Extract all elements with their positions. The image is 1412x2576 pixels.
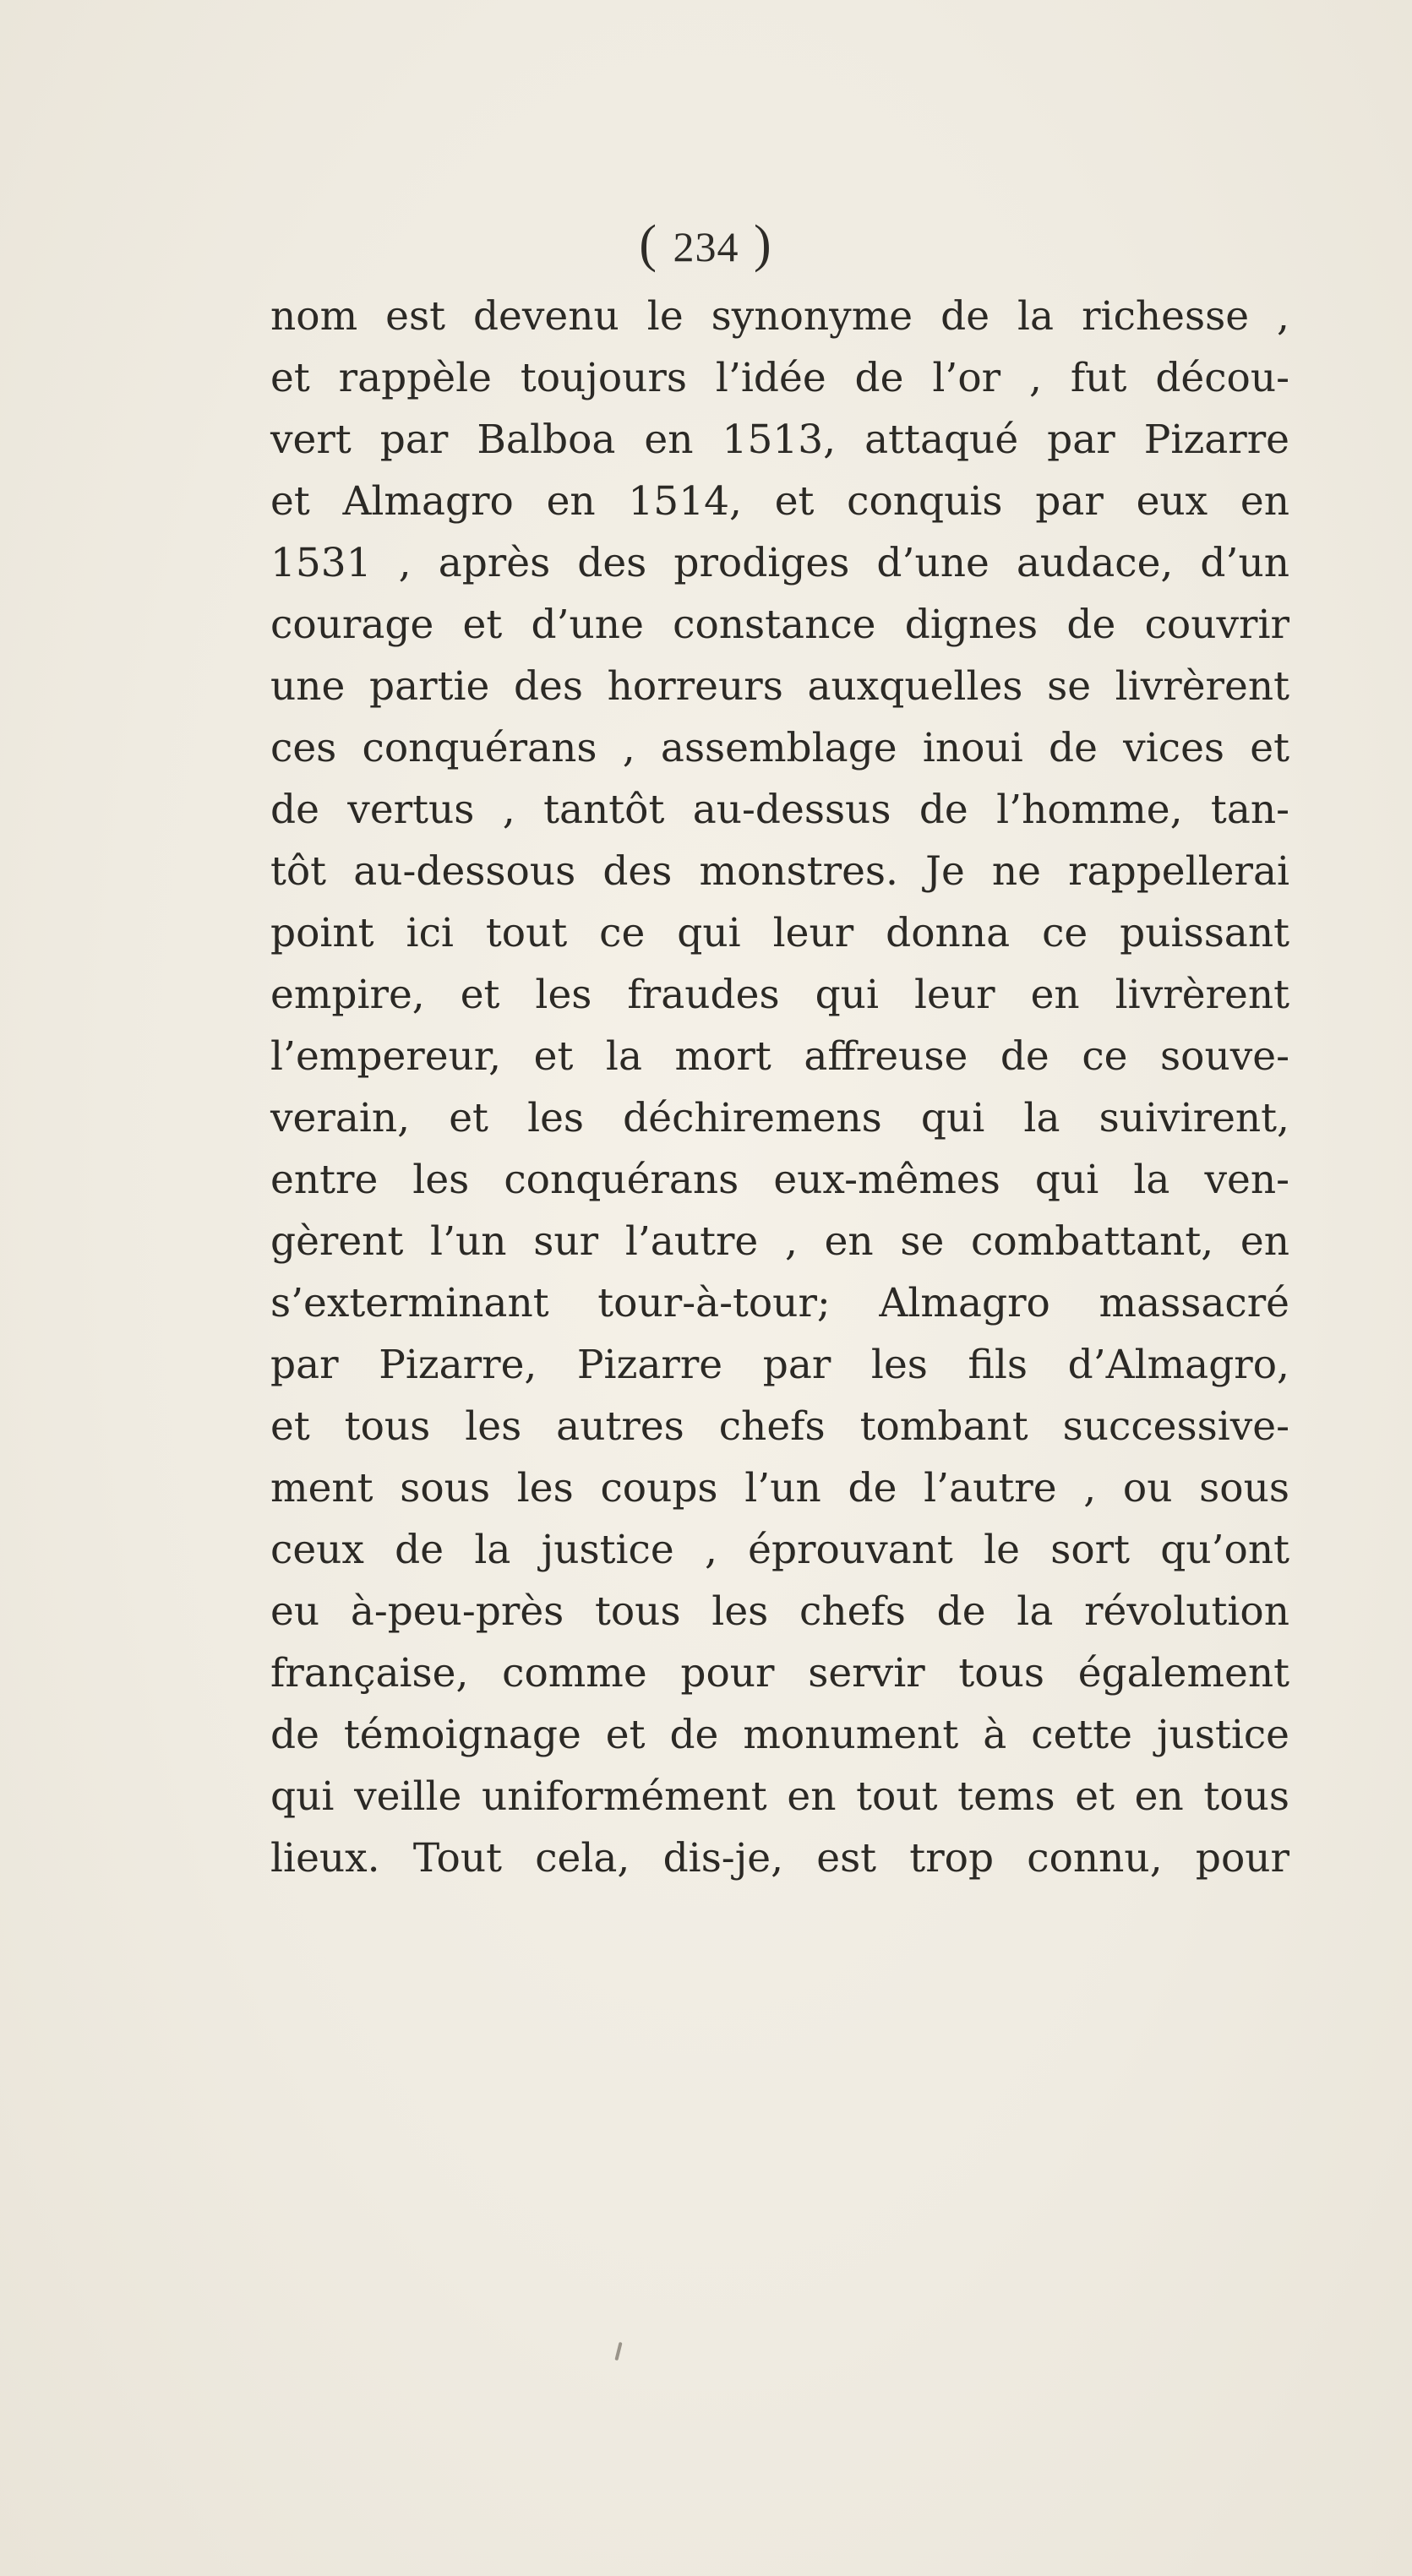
- text-line: empire, et les fraudes qui leur en livrèrent: [270, 972, 1289, 1018]
- text-line: verain, et les déchiremens qui la suivirent,: [270, 1095, 1289, 1141]
- text-line: et tous les autres chefs tombant successive-: [270, 1403, 1289, 1450]
- text-line: ment sous les coups l’un de l’autre , ou sous: [270, 1465, 1289, 1511]
- text-line: l’empereur, et la mort affreuse de ce souve-: [270, 1033, 1289, 1080]
- text-line: par Pizarre, Pizarre par les fils d’Almagro,: [270, 1342, 1289, 1388]
- text-line: 1531 , après des prodiges d’une audace, d’un: [270, 540, 1289, 586]
- page-header: [0, 215, 1412, 273]
- text-line: et rappèle toujours l’idée de l’or , fut décou-: [270, 355, 1289, 401]
- text-line: gèrent l’un sur l’autre , en se combattant, en: [270, 1218, 1289, 1265]
- text-line: courage et d’une constance dignes de couvrir: [270, 602, 1289, 648]
- text-line: point ici tout ce qui leur donna ce puissant: [270, 910, 1289, 956]
- text-line: entre les conquérans eux-mêmes qui la ven-: [270, 1157, 1289, 1203]
- text-line: eu à-peu-près tous les chefs de la révolution: [270, 1588, 1289, 1635]
- text-line: de témoignage et de monument à cette justice: [270, 1712, 1289, 1758]
- text-line: tôt au-dessous des monstres. Je ne rappellerai: [270, 848, 1289, 895]
- page-number: 234: [673, 223, 739, 270]
- text-line: de vertus , tantôt au-dessus de l’homme, tan-: [270, 787, 1289, 833]
- header-open-paren: (: [639, 215, 658, 273]
- text-line: ces conquérans , assemblage inoui de vices et: [270, 725, 1289, 771]
- text-line: une partie des horreurs auxquelles se livrèrent: [270, 663, 1289, 710]
- text-line: française, comme pour servir tous également: [270, 1650, 1289, 1696]
- text-line: et Almagro en 1514, et conquis par eux en: [270, 478, 1289, 525]
- text-line: vert par Balboa en 1513, attaqué par Pizarre: [270, 417, 1289, 463]
- text-line: s’exterminant tour-à-tour; Almagro massacré: [270, 1280, 1289, 1326]
- text-line: nom est devenu le synonyme de la richesse ,: [270, 293, 1289, 340]
- text-line: qui veille uniformément en tout tems et en tous: [270, 1773, 1289, 1820]
- ink-speck: [614, 2342, 622, 2361]
- header-close-paren: ): [754, 215, 773, 273]
- text-line: lieux. Tout cela, dis-je, est trop connu, pour: [270, 1835, 1289, 1882]
- text-line: ceux de la justice , éprouvant le sort qu’ont: [270, 1527, 1289, 1573]
